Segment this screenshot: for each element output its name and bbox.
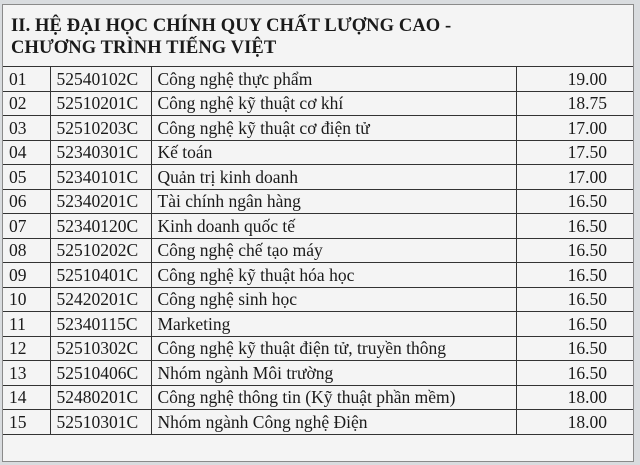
score-cell: 16.50	[516, 263, 633, 288]
table-row	[3, 410, 633, 435]
major-code-cell: 52540102C	[50, 67, 151, 91]
table-row	[3, 287, 633, 312]
score-cell: 18.00	[516, 410, 633, 435]
section-heading	[3, 5, 633, 67]
table-row	[3, 238, 633, 263]
score-cell: 18.75	[516, 91, 633, 116]
table-row	[3, 336, 633, 361]
major-code-cell: 52340101C	[50, 165, 151, 190]
major-name-cell: Tài chính ngân hàng	[151, 189, 516, 214]
table-body	[3, 67, 633, 434]
major-name-cell: Marketing	[151, 312, 516, 337]
row-number-cell: 04	[3, 140, 50, 165]
row-number-cell: 03	[3, 116, 50, 141]
major-code-cell: 52510401C	[50, 263, 151, 288]
major-name-cell: Nhóm ngành Công nghệ Điện	[151, 410, 516, 435]
major-code-cell: 52340115C	[50, 312, 151, 337]
table-row	[3, 214, 633, 239]
document-sheet	[2, 4, 634, 462]
row-number-cell: 08	[3, 238, 50, 263]
major-name-cell: Công nghệ sinh học	[151, 287, 516, 312]
table-row	[3, 140, 633, 165]
row-number-cell: 14	[3, 385, 50, 410]
score-cell: 18.00	[516, 385, 633, 410]
row-number-cell: 15	[3, 410, 50, 435]
score-cell: 19.00	[516, 67, 633, 91]
major-name-cell: Nhóm ngành Môi trường	[151, 361, 516, 386]
table-row	[3, 263, 633, 288]
major-name-cell: Quản trị kinh doanh	[151, 165, 516, 190]
admission-score-table	[3, 67, 633, 435]
row-number-cell: 12	[3, 336, 50, 361]
major-code-cell: 52510202C	[50, 238, 151, 263]
major-code-cell: 52510301C	[50, 410, 151, 435]
major-name-cell: Kinh doanh quốc tế	[151, 214, 516, 239]
score-cell: 16.50	[516, 361, 633, 386]
major-code-cell: 52340301C	[50, 140, 151, 165]
major-name-cell: Kế toán	[151, 140, 516, 165]
table-row	[3, 165, 633, 190]
major-code-cell: 52340120C	[50, 214, 151, 239]
major-code-cell: 52480201C	[50, 385, 151, 410]
major-name-cell: Công nghệ kỹ thuật hóa học	[151, 263, 516, 288]
table-row	[3, 67, 633, 91]
row-number-cell: 05	[3, 165, 50, 190]
major-code-cell: 52420201C	[50, 287, 151, 312]
score-cell: 16.50	[516, 189, 633, 214]
table-row	[3, 385, 633, 410]
major-name-cell: Công nghệ thông tin (Kỹ thuật phần mềm)	[151, 385, 516, 410]
row-number-cell: 02	[3, 91, 50, 116]
row-number-cell: 11	[3, 312, 50, 337]
table-row	[3, 361, 633, 386]
table-row	[3, 116, 633, 141]
major-name-cell: Công nghệ thực phẩm	[151, 67, 516, 91]
table-row	[3, 91, 633, 116]
row-number-cell: 07	[3, 214, 50, 239]
major-code-cell: 52340201C	[50, 189, 151, 214]
major-code-cell: 52510406C	[50, 361, 151, 386]
major-code-cell: 52510302C	[50, 336, 151, 361]
score-cell: 16.50	[516, 287, 633, 312]
major-code-cell: 52510203C	[50, 116, 151, 141]
table-row	[3, 312, 633, 337]
row-number-cell: 01	[3, 67, 50, 91]
major-name-cell: Công nghệ kỹ thuật điện tử, truyền thông	[151, 336, 516, 361]
score-cell: 16.50	[516, 238, 633, 263]
score-cell: 17.00	[516, 165, 633, 190]
score-cell: 16.50	[516, 336, 633, 361]
major-name-cell: Công nghệ kỹ thuật cơ khí	[151, 91, 516, 116]
section-heading-line-1: II. HỆ ĐẠI HỌC CHÍNH QUY CHẤT LƯỢNG CAO -	[11, 16, 452, 36]
row-number-cell: 09	[3, 263, 50, 288]
row-number-cell: 10	[3, 287, 50, 312]
table-row	[3, 189, 633, 214]
major-code-cell: 52510201C	[50, 91, 151, 116]
section-heading-line-2: CHƯƠNG TRÌNH TIẾNG VIỆT	[11, 38, 277, 58]
score-cell: 17.00	[516, 116, 633, 141]
major-name-cell: Công nghệ chế tạo máy	[151, 238, 516, 263]
score-cell: 16.50	[516, 214, 633, 239]
row-number-cell: 13	[3, 361, 50, 386]
score-cell: 16.50	[516, 312, 633, 337]
row-number-cell: 06	[3, 189, 50, 214]
major-name-cell: Công nghệ kỹ thuật cơ điện tử	[151, 116, 516, 141]
score-cell: 17.50	[516, 140, 633, 165]
